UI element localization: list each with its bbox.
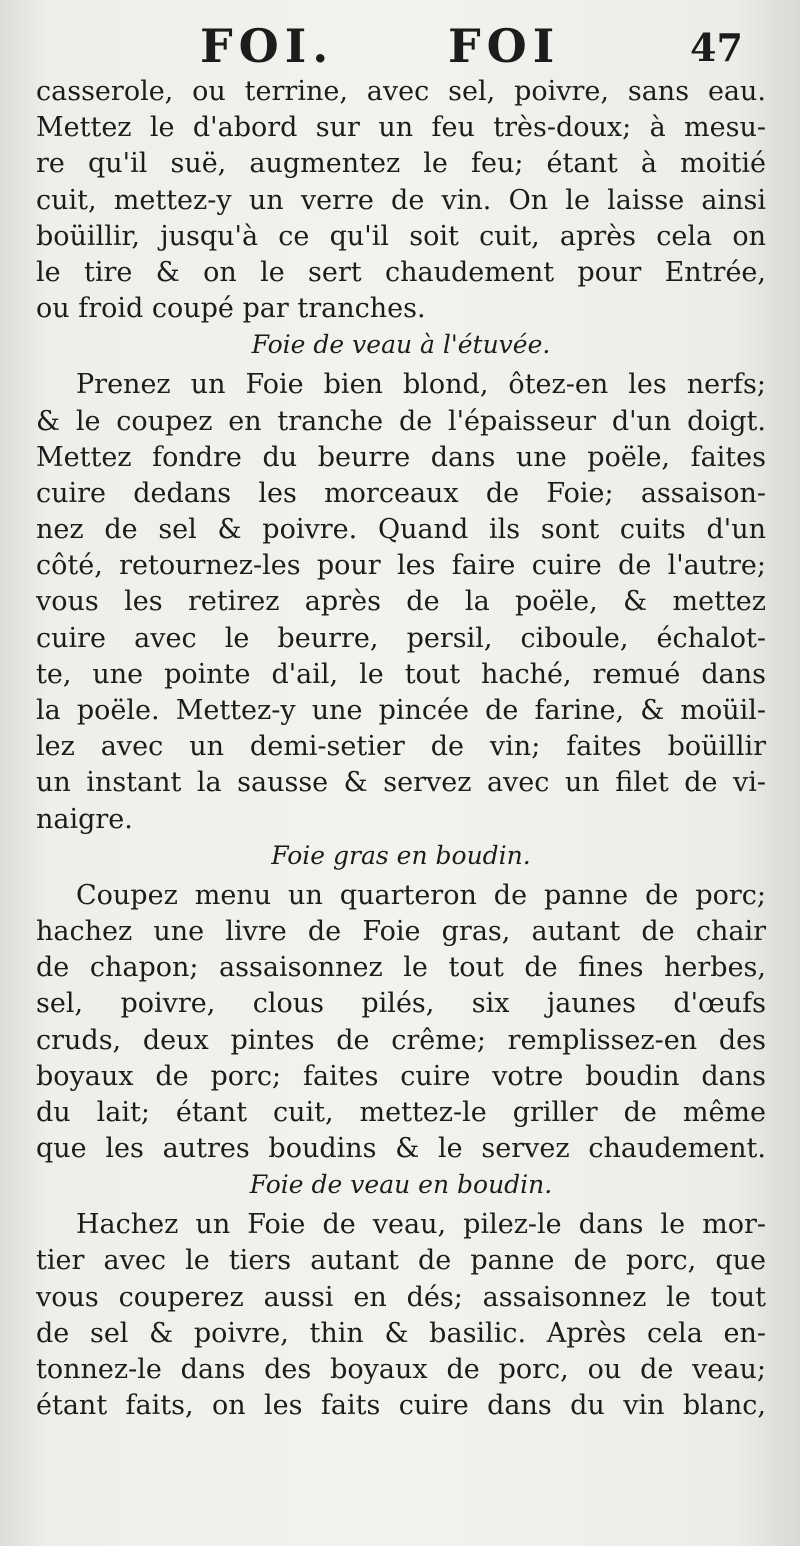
text-line: cuit, mettez-y un verre de vin. On le laisse ainsi — [36, 184, 766, 216]
text-line: de sel & poivre, thin & basilic. Après cela en- — [36, 1317, 766, 1349]
text-line: étant faits, on les faits cuire dans du vin blanc, — [36, 1390, 766, 1422]
text-line: le tire & on le sert chaudement pour Entrée, — [36, 256, 766, 288]
recipe-heading-foie-etuvee: Foie de veau à l'étuvée. — [251, 330, 551, 360]
text-line: du lait; étant cuit, mettez-le griller de même — [36, 1096, 766, 1128]
text-line: te, une pointe d'ail, le tout haché, remué dans — [36, 658, 766, 690]
text-line: naigre. — [36, 803, 133, 835]
text-line: Prenez un Foie bien blond, ôtez-en les nerfs; — [76, 369, 766, 401]
recipe-foie-veau-boudin — [36, 1207, 766, 1424]
text-line: ou froid coupé par tranches. — [36, 293, 426, 325]
running-head-left: FOI. — [200, 19, 335, 73]
recipe-foie-etuvee — [36, 367, 766, 837]
text-line: Mettez fondre du beurre dans une poële, faites — [36, 441, 766, 473]
text-line: la poële. Mettez-y une pincée de farine, & moüil- — [36, 695, 766, 726]
text-line: boyaux de porc; faites cuire votre boudin dans — [36, 1060, 766, 1092]
text-line: de chapon; assaisonnez le tout de fines herbes, — [36, 952, 766, 984]
text-line: tonnez-le dans des boyaux de porc, ou de veau; — [36, 1354, 766, 1385]
text-line: nez de sel & poivre. Quand ils sont cuits d'un — [36, 514, 766, 546]
recipe-foie-gras-boudin — [36, 878, 766, 1168]
text-line: que les autres boudins & le servez chaudement. — [36, 1133, 766, 1165]
text-line: Coupez menu un quarteron de panne de porc; — [76, 879, 766, 911]
paragraph-continuation — [36, 74, 766, 327]
text-line: vous les retirez après de la poële, & mettez — [36, 586, 766, 618]
running-head-right: FOI — [448, 19, 561, 73]
text-line: & le coupez en tranche de l'épaisseur d'un doigt. — [36, 405, 766, 437]
text-line: hachez une livre de Foie gras, autant de chair — [36, 915, 766, 947]
recipe-text — [36, 74, 766, 1424]
text-line: boüillir, jusqu'à ce qu'il soit cuit, après cela on — [36, 220, 766, 252]
recipe-heading-foie-veau-boudin: Foie de veau en boudin. — [249, 1170, 553, 1200]
recipe-heading-foie-gras-boudin: Foie gras en boudin. — [271, 840, 531, 870]
text-line: cruds, deux pintes de crême; remplissez-en des — [36, 1024, 766, 1056]
text-line: casserole, ou terrine, avec sel, poivre, sans eau. — [36, 76, 766, 107]
text-line: tier avec le tiers autant de panne de porc, que — [36, 1245, 766, 1277]
text-line: re qu'il suë, augmentez le feu; étant à moitié — [36, 148, 766, 180]
text-line: vous couperez aussi en dés; assaisonnez le tout — [36, 1281, 766, 1313]
page-header — [0, 18, 800, 78]
text-line: Mettez le d'abord sur un feu très-doux; à mesu- — [36, 112, 766, 144]
text-line: un instant la sausse & servez avec un filet de vi- — [36, 767, 766, 799]
text-line: Hachez un Foie de veau, pilez-le dans le mor- — [76, 1209, 766, 1241]
page-number: 47 — [690, 25, 743, 70]
text-line: cuire avec le beurre, persil, ciboule, échalot- — [36, 622, 766, 654]
text-line: lez avec un demi-setier de vin; faites boüillir — [36, 731, 766, 763]
text-line: sel, poivre, clous pilés, six jaunes d'œufs — [36, 988, 766, 1020]
text-line: cuire dedans les morceaux de Foie; assaison- — [36, 477, 766, 509]
text-line: côté, retournez-les pour les faire cuire de l'autre; — [36, 550, 766, 582]
